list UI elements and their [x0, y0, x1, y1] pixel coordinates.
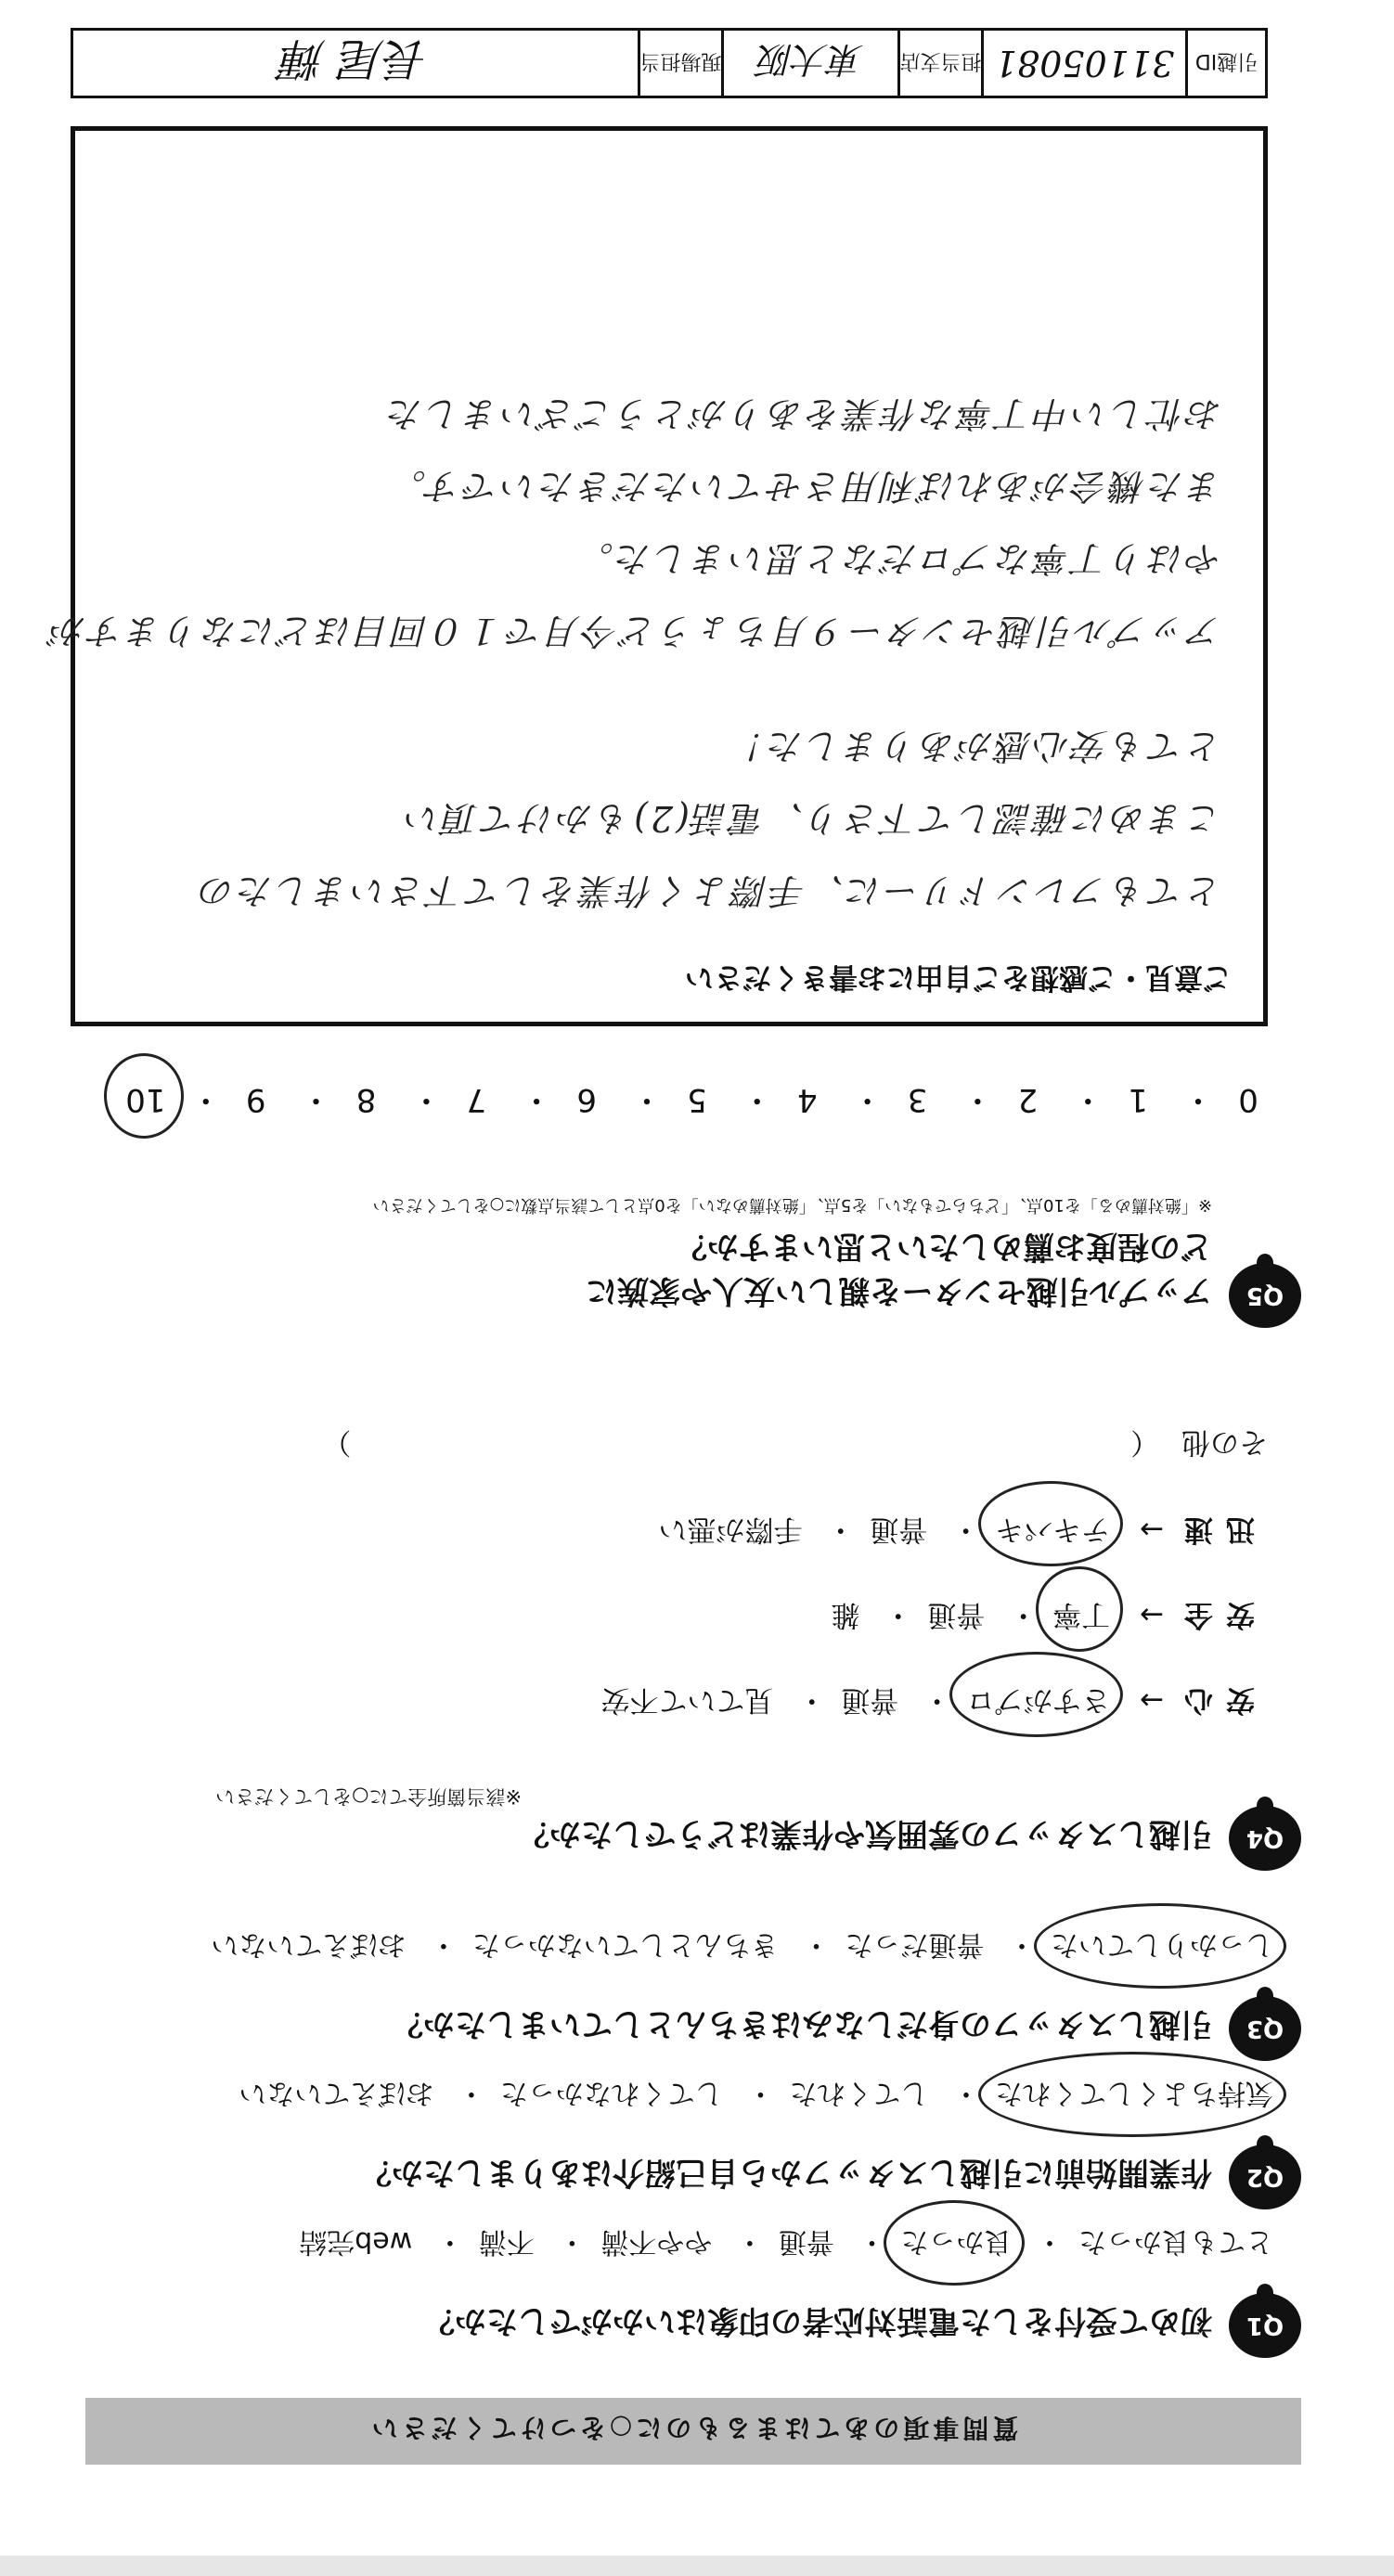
q4-row-anshin: 安心→ さすがプロ・ 普通・ 見ていて不安 — [600, 1683, 1255, 1717]
q5-score[interactable]: 0 — [1238, 1081, 1258, 1118]
comment-box[interactable] — [47, 126, 1268, 1026]
q1-option[interactable]: やや不満 — [600, 2225, 713, 2258]
q3-options: しっかりしていた・ 普通だった・ きちんとしていなかった・ おぼえていない — [211, 1927, 1273, 1968]
q1-option[interactable]: 普通 — [778, 2225, 834, 2258]
q4-row-anzen: 安全→ 丁寧・ 普通・ 雑 — [831, 1598, 1255, 1631]
q5-text-2: どの程度お薦めしたいと思いますか？ — [676, 1228, 1212, 1265]
q4-other-label: その他 — [1181, 1425, 1268, 1459]
scan-edge — [0, 2556, 1394, 2576]
q2-option[interactable]: してくれた — [789, 2077, 929, 2109]
arrow-right-icon: → — [1140, 1683, 1164, 1717]
q5-score[interactable]: 5 — [687, 1081, 707, 1118]
q4-option-selected[interactable]: さすがプロ — [966, 1683, 1111, 1717]
comment-line: お忙しい中丁寧な作業をありがとうございました — [384, 393, 1222, 434]
q4-other-row — [71, 1424, 1268, 1466]
q1-option[interactable]: web完結 — [299, 2225, 413, 2258]
arrow-right-icon: → — [1140, 1513, 1164, 1546]
info-table — [71, 28, 1268, 98]
branch-value: 東大阪 — [721, 31, 897, 96]
arrow-right-icon: → — [1140, 1598, 1164, 1631]
question-3 — [67, 1922, 1301, 2061]
comment-line: とてもフレンドリーに、手際よく作業をして下さいましたの — [197, 870, 1222, 911]
q5-score[interactable]: 1 — [1128, 1081, 1149, 1118]
q3-option[interactable]: きちんとしていなかった — [471, 1928, 779, 1961]
q2-option-selected[interactable]: 気持ちよくしてくれた — [995, 2076, 1273, 2117]
q4-other-close: ） — [322, 1425, 352, 1459]
q2-options: 気持ちよくしてくれた・ してくれた・ してくれなかった・ おぼえていない — [239, 2076, 1273, 2117]
q5-note: ※「絶対薦める」を10点、「どちらでもない」を5点、「絶対薦めない」を0点として該当点数に○をしてください — [372, 1195, 1212, 1215]
q5-score-selected[interactable]: 10 — [121, 1081, 171, 1118]
q5-badge: Q5 — [1229, 1263, 1301, 1328]
q4-option[interactable]: 見ていて不安 — [600, 1683, 774, 1717]
q3-text: 引越しスタッフの身だしなみはきちんとしていましたか？ — [392, 2005, 1212, 2042]
q1-option[interactable]: 不満 — [478, 2225, 535, 2258]
q5-score[interactable]: 7 — [466, 1081, 487, 1118]
q5-scale: 0・ 1・ 2・ 3・ 4・ 5・ 6・ 7・ 8・ 9・ 10 — [121, 1080, 1273, 1126]
comment-line: やはり丁寧なプロだなと思いました。 — [574, 538, 1222, 579]
comment-line: こまめに確認して下さり、電話(2)もかけて頂い — [403, 798, 1222, 839]
q4-option[interactable]: 普通 — [870, 1513, 928, 1546]
q5-score[interactable]: 8 — [355, 1081, 377, 1118]
q5-score[interactable]: 4 — [796, 1081, 818, 1118]
q5-text: アップル引越センターを親しい友人や家族に — [586, 1272, 1212, 1309]
q4-row-label: 迅速 — [1171, 1513, 1255, 1546]
q2-text: 作業開始前に引越しスタッフから自己紹介はありましたか？ — [360, 2154, 1212, 2191]
id-value: 31105081 — [981, 31, 1185, 96]
q3-option[interactable]: おぼえていない — [211, 1928, 407, 1961]
q5-score[interactable]: 3 — [907, 1081, 928, 1118]
question-5 — [67, 1179, 1301, 1328]
q3-option-selected[interactable]: しっかりしていた — [1051, 1927, 1273, 1968]
q1-badge: Q1 — [1229, 2293, 1301, 2358]
comment-line: また機会があれば利用させていただきたいです。 — [388, 466, 1222, 507]
instructions-banner — [85, 2398, 1301, 2465]
q4-note: ※該当箇所全てに○をしてください — [215, 1785, 522, 1808]
instructions-text: 質問事項のあてはまるものに○をつけてください — [368, 2413, 1019, 2443]
q4-option[interactable]: 普通 — [841, 1683, 899, 1717]
staff-label: 現場担当 — [638, 31, 721, 96]
question-2 — [67, 2070, 1301, 2209]
q5-score[interactable]: 9 — [245, 1081, 266, 1118]
q2-option[interactable]: おぼえていない — [239, 2077, 434, 2109]
comment-title: ご意見・ご感想をご自由にお書きください — [685, 960, 1232, 994]
q4-other-open: （ — [1130, 1425, 1160, 1459]
q4-option[interactable]: 普通 — [927, 1598, 986, 1631]
staff-signature: 長尾 輝 — [281, 32, 430, 85]
question-1 — [67, 2219, 1301, 2358]
q5-score[interactable]: 2 — [1017, 1081, 1039, 1118]
q4-option-selected[interactable]: テキパキ — [995, 1513, 1111, 1546]
q3-option[interactable]: 普通だった — [845, 1928, 985, 1961]
id-label: 引越ID — [1185, 31, 1265, 96]
comment-line: アップル引越センター９月ちょうど今月で１０回目ほどになりますが — [47, 611, 1222, 651]
q1-option-selected[interactable]: 良かった — [900, 2224, 1012, 2265]
q3-badge: Q3 — [1229, 1996, 1301, 2061]
q4-option[interactable]: 雑 — [831, 1598, 860, 1631]
q4-row-label: 安心 — [1171, 1683, 1255, 1717]
q4-option[interactable]: 手際が悪い — [658, 1513, 803, 1546]
q4-text: 引越しスタッフの雰囲気や作業はどうでしたか？ — [518, 1815, 1212, 1852]
q2-option[interactable]: してくれなかった — [499, 2077, 723, 2109]
q5-score[interactable]: 6 — [576, 1081, 597, 1118]
q1-options: とても良かった・ 良かった・ 普通・ やや不満・ 不満・ web完結 — [299, 2224, 1273, 2265]
q1-option[interactable]: とても良かった — [1078, 2225, 1273, 2258]
q2-badge: Q2 — [1229, 2145, 1301, 2209]
q1-text: 初めて受付をした電話対応者の印象はいかがでしたか？ — [423, 2302, 1212, 2339]
q4-option-selected[interactable]: 丁寧 — [1052, 1598, 1111, 1631]
comment-line: とても安心感がありました！ — [727, 726, 1222, 766]
branch-label: 担当支店 — [897, 31, 981, 96]
q4-row-jinsoku: 迅速→ テキパキ・ 普通・ 手際が悪い — [658, 1513, 1255, 1546]
q4-badge: Q4 — [1229, 1806, 1301, 1871]
q4-row-label: 安全 — [1171, 1598, 1255, 1631]
